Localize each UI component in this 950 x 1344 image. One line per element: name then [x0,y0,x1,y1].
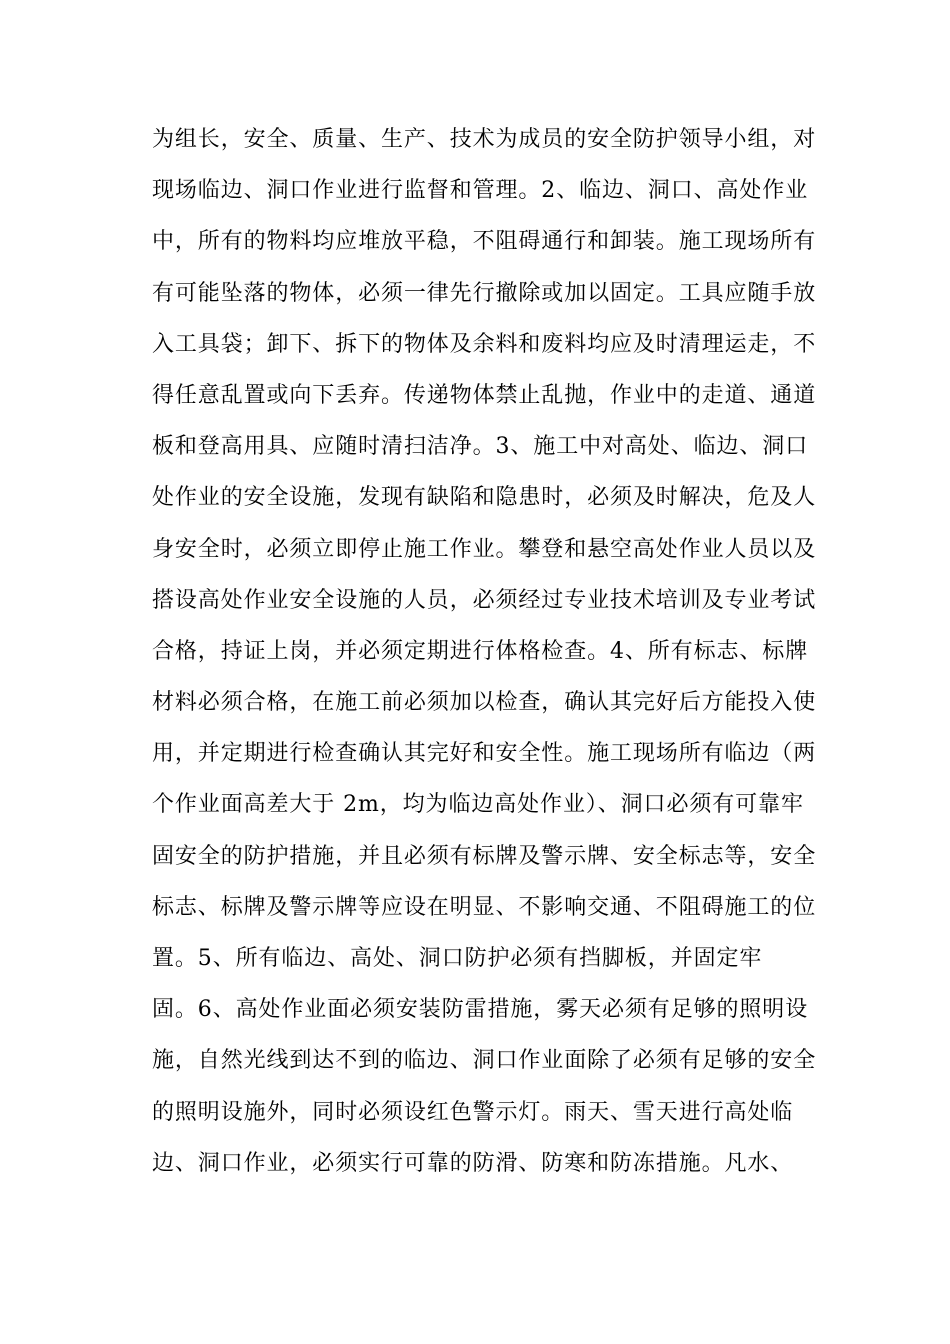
text-line: 置。5、所有临边、高处、洞口防护必须有挡脚板，并固定牢 [152,946,763,971]
text-line: 用，并定期进行检查确认其完好和安全性。施工现场所有临边（两 [152,741,817,767]
text-line: 固。6、高处作业面必须安装防雷措施，雾天必须有足够的照明设 [152,997,809,1023]
text-line: 的照明设施外，同时必须设红色警示灯。雨天、雪天进行高处临 [152,1099,794,1125]
text-line: 施，自然光线到达不到的临边、洞口作业面除了必须有足够的安全 [152,1048,817,1074]
text-line: 边、洞口作业，必须实行可靠的防滑、防寒和防冻措施。凡水、 [152,1150,794,1176]
text-line: 中，所有的物料均应堆放平稳，不阻碍通行和卸装。施工现场所有 [152,229,817,255]
text-line: 固安全的防护措施，并且必须有标牌及警示牌、安全标志等，安全 [152,843,817,869]
text-line: 搭设高处作业安全设施的人员，必须经过专业技术培训及专业考试 [152,587,817,613]
text-line: 有可能坠落的物体，必须一律先行撤除或加以固定。工具应随手放 [152,280,817,306]
text-line: 合格，持证上岗，并必须定期进行体格检查。4、所有标志、标牌 [152,638,809,664]
text-line: 板和登高用具、应随时清扫洁净。3、施工中对高处、临边、洞口 [152,434,809,460]
text-line: 为组长，安全、质量、生产、技术为成员的安全防护领导小组，对 [152,127,817,152]
text-line: 处作业的安全设施，发现有缺陷和隐患时，必须及时解决，危及人 [152,485,817,511]
text-line: 入工具袋；卸下、拆下的物体及余料和废料均应及时清理运走，不 [152,331,817,357]
text-line: 材料必须合格，在施工前必须加以检查，确认其完好后方能投入使 [152,690,817,716]
text-line: 现场临边、洞口作业进行监督和管理。2、临边、洞口、高处作业 [152,178,809,204]
text-line: 身安全时，必须立即停止施工作业。攀登和悬空高处作业人员以及 [152,536,817,562]
text-line: 个作业面高差大于 2m，均为临边高处作业）、洞口必须有可靠牢 [152,792,804,818]
text-line: 标志、标牌及警示牌等应设在明显、不影响交通、不阻碍施工的位 [152,894,817,920]
text-line: 得任意乱置或向下丢弃。传递物体禁止乱抛，作业中的走道、通道 [152,382,817,408]
body-paragraph [152,118,817,1193]
